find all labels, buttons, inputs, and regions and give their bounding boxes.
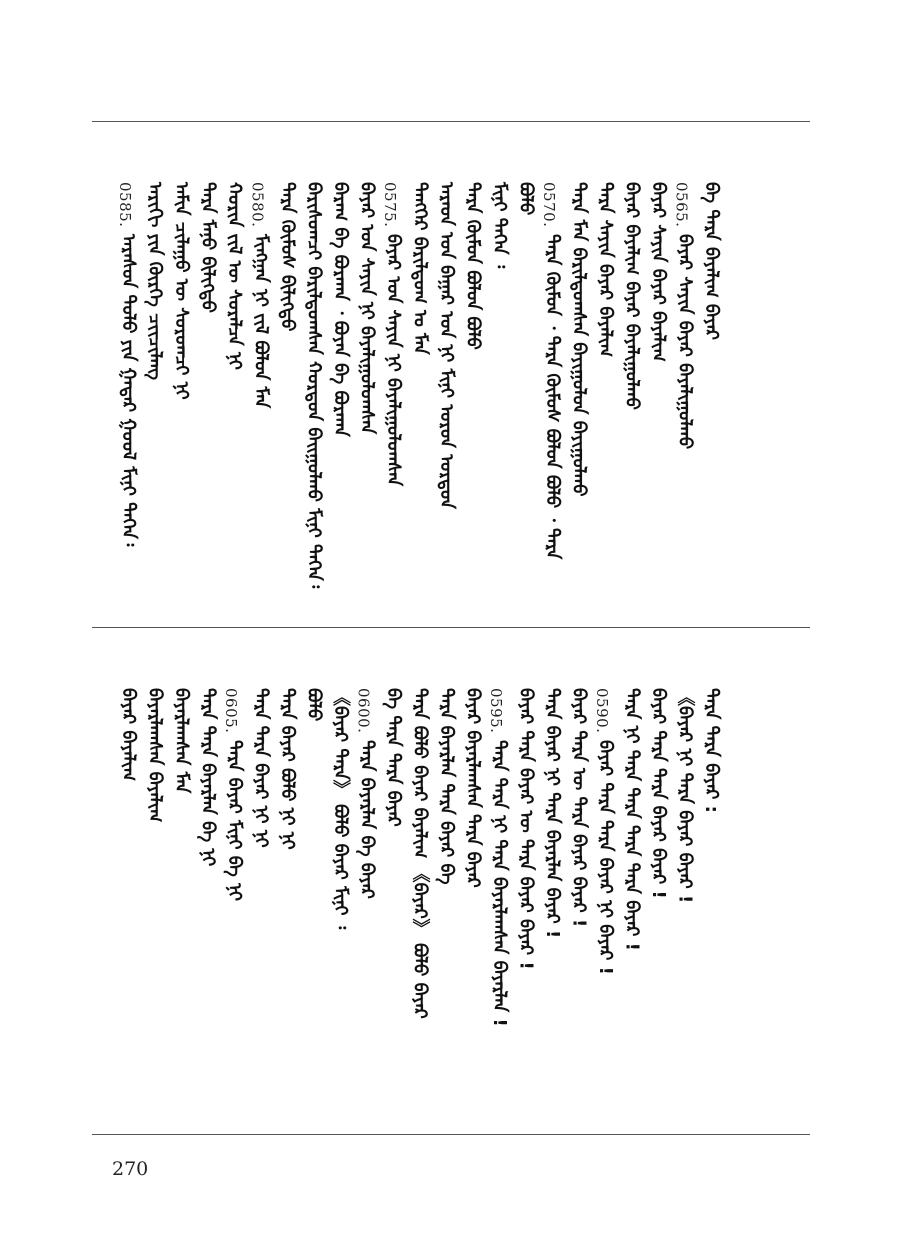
mongolian-verse-text: ᠪᠠᠶᠠᠷ ᠲᠡᠷᠡ ᠪᠠᠶᠠᠷ ᠦ ᠲᠡᠷᠡ ᠪᠠᠶᠠᠷ ᠪᠠᠶᠠᠷ ! <box>515 688 537 970</box>
mongolian-verse-text: ᠲᠡᠷᠡ ᠨᠢ ᠲᠡᠷᠡ ᠲᠡᠷᠡ ᠲᠡᠷᠡ ᠲᠡᠷᠡ ᠪᠠᠶᠠᠷ ! <box>621 688 643 951</box>
mongolian-verse-text: ᠲᠡᠷᠡ ᠲᠡᠷᠡ ᠪᠠᠶᠠᠷᠯᠠᠨ ᠪᠠ ᠨᠢ <box>197 688 219 867</box>
line-number: 0605. <box>222 688 240 734</box>
line-number: 0575. <box>381 182 399 228</box>
mongolian-verse-text: ᠪᠠᠶᠠᠷᠯᠠᠭᠰᠠᠨ ᠪᠠᠶᠠᠯᠢᠭ <box>144 688 166 823</box>
mongolian-verse-text: ᠪᠠᠶᠠᠷ ᠰᠠᠶᠢᠨ ᠪᠠᠶᠠᠷ ᠪᠠᠶᠠᠯᠢᠭ <box>648 182 669 362</box>
mongolian-verse-text: ᠠᠷᠠᠰᠤᠨ ᠳᠤᠯᠤ ᠶᠢᠨ ᠭᠠᠳᠠᠷ ᠭᠣᠣᠯ ᠮᠢᠨᠢ ᠳᠡᠭᠡᠨ᠄ <box>118 234 139 547</box>
mongolian-verse-text: ᠪᠠᠶᠠᠷ ᠪᠠᠶᠠᠯᠢᠭ ᠪᠠᠶᠠᠷ ᠪᠠᠶᠠᠯᠢᠭᠤᠯᠬᠤ <box>621 182 643 410</box>
mongolian-verse-text: ᠲᠡᠩᠭᠡᠷ ᠪᠠᠷᠢᠯᠳᠤᠭ ᠤ ᠮᠠᠨ <box>409 182 431 355</box>
mongolian-verse-text: ᠲᠡᠷᠡ ᠰᠠᠶᠢᠨ ᠪᠠᠶᠠᠷ ᠪᠠᠶᠠᠯᠢᠭ <box>595 182 616 358</box>
mongolian-verse-text: ᠠᠷᠠᠳ ᠤᠨ ᠪᠠᠭᠠᠷ ᠤᠨ ᠨᠢ ᠮᠢᠨᠢ ᠣᠷᠣᠨ ᠣᠷᠳᠣᠨ <box>436 182 457 509</box>
top-rule <box>92 121 810 122</box>
mongolian-verse-text: ᠪᠠᠶᠠᠷᠯᠠᠭᠰᠠᠨ ᠮᠠᠨ <box>171 688 192 794</box>
line-number: 0565. <box>672 182 691 228</box>
mongolian-verse-text: ᠪᠠᠶᠠᠷ ᠪᠠᠶᠠᠯᠢᠭ <box>118 688 139 782</box>
mongolian-verse-text: ᠲᠡᠷᠡ ᠬᠦᠮᠦᠨ ᠂ ᠲᠡᠷᠡ ᠬᠦᠮᠦᠰ ᠪᠣᠯᠤᠨ ᠪᠣᠯᠤ ᠂ ᠲᠡᠷᠡ <box>542 234 563 560</box>
line-number: 0570. <box>540 182 558 228</box>
mongolian-verse-text: ᠲᠡᠷᠡ ᠬᠦᠮᠦᠨ ᠪᠣᠯᠤᠨ ᠪᠣᠯᠤ <box>462 182 484 350</box>
mongolian-verse-text: ᠪᠣᠯᠤ <box>515 182 537 216</box>
mongolian-verse-text: ᠲᠡᠷᠡ ᠪᠠᠶᠠᠷ ᠨᠢ ᠲᠡᠷᠡ ᠪᠠᠶᠠᠷᠯᠠᠨ ᠪᠠᠶᠠᠷ ! <box>542 688 563 939</box>
mongolian-verse-text: ᠲᠡᠷᠡ ᠲᠡᠷᠡ ᠪᠠᠶᠠᠷ : <box>701 688 722 813</box>
mongolian-verse-text: ᠪᠠᠶᠠᠷ ᠲᠡᠷᠡ ᠦ ᠲᠡᠷᠡ ᠪᠠᠶᠠᠷ ᠪᠠᠶᠠᠷ ! <box>568 688 590 928</box>
verse-panel-top <box>92 182 810 602</box>
mongolian-verse-text: ᠪᠠᠶᠠᠷ ᠪᠠᠶᠠᠷᠯᠠᠭᠰᠠᠨ ᠲᠡᠷᠡ ᠪᠠᠶᠠᠷ <box>462 688 484 888</box>
mongolian-verse-text: ᠲᠡᠷᠡ ᠪᠠᠶᠠᠷᠯᠠᠨ ᠲᠡᠷᠡ ᠪᠠᠶᠠᠷ ᠪᠠ <box>436 688 457 885</box>
mongolian-verse-text: ᠲᠡᠷᠡ ᠪᠠᠶᠠᠷᠯᠠᠨ ᠪᠠ ᠪᠠᠶᠠᠷ <box>356 740 378 899</box>
mongolian-verse-text: ᠮᠢᠨᠢ ᠳᠡᠭᠡᠨ ᠄ <box>489 182 510 269</box>
mongolian-verse-text: ᠪᠠᠶᠠᠷ ᠲᠡᠷᠡ ᠲᠡᠷᠡ ᠪᠠᠶᠠᠷ ᠨᠢ ᠪᠠᠶᠠᠷ ! <box>595 740 616 975</box>
line-number: 0600. <box>354 688 373 734</box>
bottom-rule <box>92 1134 810 1135</box>
mongolian-verse-text: ᠪᠠᠶᠠᠷ ᠰᠠᠶᠢᠨ ᠪᠠᠶᠠᠷ ᠪᠠᠶᠠᠯᠢᠭᠤᠯᠬᠤ <box>674 234 696 450</box>
mongolian-verse-text: ᠪᠠᠶᠠᠷ ᠤᠨ ᠰᠠᠶᠢᠨ ᠨᠢ ᠪᠠᠶᠠᠯᠢᠭᠤᠯᠤᠭᠰᠠᠨ <box>356 182 378 435</box>
mongolian-verse-text: ᠪᠠ ᠲᠡᠷᠡ ᠪᠠᠶᠠᠯᠢᠭ ᠪᠠᠶᠠᠷ <box>701 182 722 341</box>
mongolian-verse-text: ᠲᠡᠷᠡ ᠲᠡᠷᠡ ᠪᠠᠶᠠᠷ ᠨᠢ ᠨᠢ <box>250 688 272 848</box>
mongolian-verse-text: ᠬᠣᠷᠢᠨ ᠵᠢᠯ ᠦ ᠰᠤᠷᠠᠯᠴᠠ ᠨᠢ <box>224 182 245 370</box>
mongolian-verse-text: ᠲᠡᠷᠡ ᠮᠠᠨᠤ ᠪᠢᠯᠢᠭᠲᠦ <box>197 182 219 313</box>
mongolian-verse-text: ᠲᠡᠷᠡ ᠬᠦᠮᠦᠰ ᠪᠢᠯᠢᠭᠲᠦ <box>277 182 298 332</box>
mongolian-verse-text: ᠮᠢᠩᠭᠠᠨ ᠨᠢ ᠵᠢᠯ ᠪᠣᠯᠤᠨ ᠮᠠᠨ <box>250 234 272 409</box>
line-number: 0580. <box>248 182 267 228</box>
mongolian-verse-text: 《ᠪᠠᠶᠠᠷ ᠲᠡᠷᠡ》 ᠪᠣᠯᠤ ᠪᠠᠶᠠᠷ ᠮᠢᠨᠢ ᠄ <box>330 688 351 930</box>
mongolian-verse-text: ᠲᠡᠷᠡ ᠲᠡᠷᠡ ᠨᠢ ᠲᠡᠷᠡ ᠪᠠᠶᠠᠷᠯᠠᠭᠰᠠᠨ ᠪᠠᠶᠠᠷᠯᠠᠨ ! <box>489 740 510 1027</box>
mongolian-verse-text: 《ᠪᠠᠶᠠᠷ ᠨᠢ ᠲᠡᠷᠡ ᠪᠠᠶᠠᠷ ᠪᠠᠶᠠᠷ ! <box>674 688 696 904</box>
mongolian-verse-text: ᠲᠡᠷᠡ ᠪᠠᠶᠠᠷ ᠪᠣᠯᠤ ᠨᠢ ᠨᠢ <box>277 688 298 850</box>
line-number: 0595. <box>487 688 505 734</box>
line-number: 0585. <box>116 182 134 228</box>
mongolian-verse-text: ᠲᠡᠷᠡ ᠮᠠᠨ ᠪᠠᠷᠢᠯᠳᠤᠭᠰᠠᠨ ᠪᠠᠶᠢᠭᠤᠯᠤᠨ ᠪᠠᠶᠢᠭᠤᠯᠬᠤ <box>568 182 590 497</box>
mongolian-verse-text: ᠪᠠ ᠲᠡᠷᠡ ᠲᠡᠷᠡ ᠪᠠᠶᠠᠷ <box>383 688 404 827</box>
mongolian-verse-text: ᠪᠠᠶᠠᠷ ᠤᠨ ᠰᠠᠶᠢᠨ ᠨᠢ ᠪᠠᠶᠠᠯᠢᠭᠤᠯᠤᠭᠰᠠᠨ <box>383 234 404 487</box>
line-number: 0590. <box>593 688 611 734</box>
mongolian-verse-text: ᠪᠠᠷᠢᠰᠤᠭᠴᠢ ᠪᠠᠷᠢᠯᠳᠤᠭᠰᠠᠨ ᠬᠤᠷᠳᠤᠨ ᠪᠠᠢᠭᠤᠯᠬᠤ ᠮᠢᠨᠢ ᠳᠡᠭᠡᠨ᠄ <box>303 182 325 589</box>
mongolian-verse-text: ᠠᠮᠢᠨ ᠴᠢᠯᠠᠭᠤ ᠦ ᠰᠤᠷᠤᠭᠴᠢ ᠨᠢ <box>171 182 192 400</box>
mongolian-verse-text: ᠪᠣᠯᠤ <box>303 688 325 722</box>
verse-panel-bottom <box>92 688 810 1078</box>
middle-rule <box>92 627 810 628</box>
mongolian-verse-text: ᠪᠠᠷᠠᠭ ᠪᠠ ᠪᠤᠷᠬᠠᠨ ᠂ ᠪᠤᠶᠠᠨ ᠪᠠ ᠪᠤᠷᠬᠠᠨ <box>330 182 351 437</box>
mongolian-verse-text: ᠪᠠᠶᠠᠷ ᠲᠡᠷᠡ ᠲᠡᠷᠡ ᠪᠠᠶᠠᠷ ᠪᠠᠶᠠᠷ ! <box>648 688 669 899</box>
page-number: 270 <box>112 1158 149 1180</box>
mongolian-verse-text: ᠠᠷᠢᠬᠢ ᠶᠢᠨ ᠬᠦᠷᠬᠡ ᠴᠢᠢᠴᠢᠯᠡᠩ <box>144 182 166 381</box>
mongolian-verse-text: ᠲᠡᠷᠡ ᠪᠠᠶᠠᠷ ᠮᠢᠨᠢ ᠪᠠ ᠨᠢ <box>224 740 245 902</box>
mongolian-verse-text: ᠲᠡᠷᠡ ᠪᠣᠯᠤ ᠪᠠᠶᠠᠷ ᠪᠠᠶᠠᠯᠢᠭ 《ᠪᠠᠶᠠᠷ》 ᠪᠣᠯᠤ ᠪᠠᠶᠠᠷ <box>409 688 431 1019</box>
